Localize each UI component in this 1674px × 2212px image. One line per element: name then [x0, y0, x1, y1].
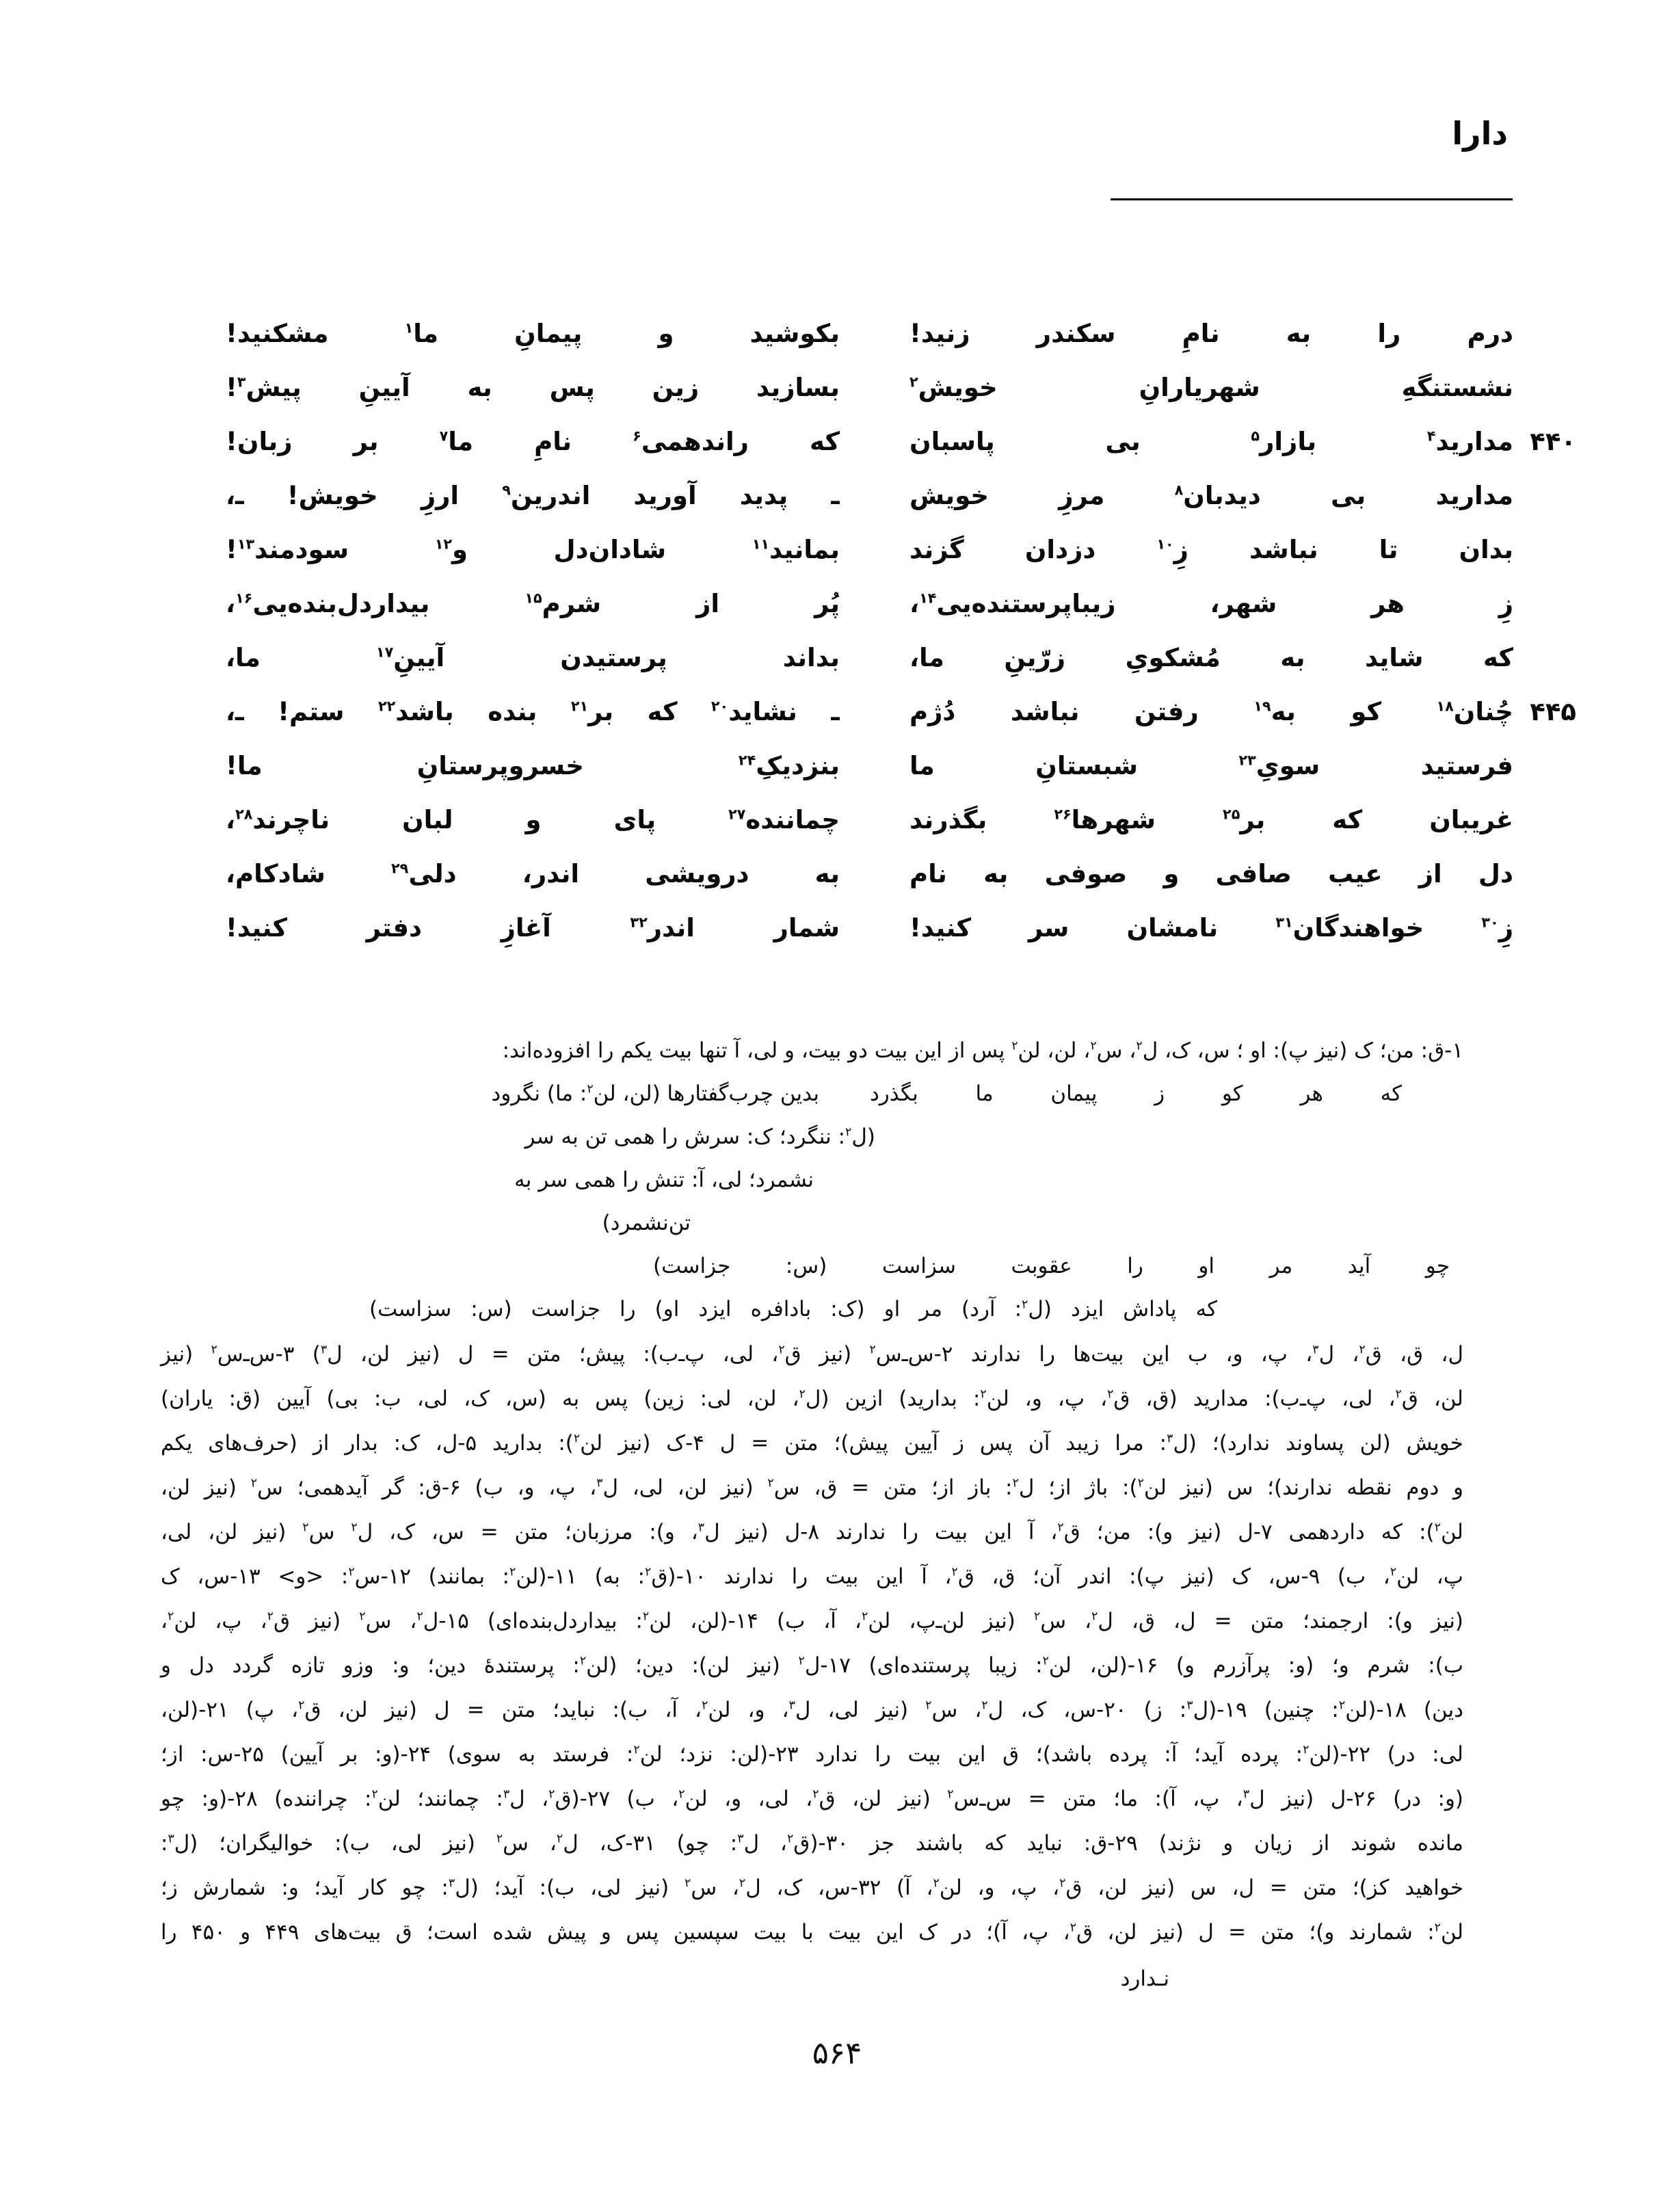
- footnote-marker: ۲۴: [738, 752, 756, 769]
- hemistich-left: ـ نشاید$^{۲۰}$ که بر$^{۲۱}$ بنده باشد$^{۲۲}$ ستم! ـ،: [226, 697, 840, 726]
- hemistich-right: درم را به نامِ سکندر زنید!: [909, 319, 1513, 348]
- apparatus-line: ل، ق، ق$^۲$، ل$^۳$، پ، و، ب این بیت‌ها را ندارند ۲-س‌ـ‌س$^۲$ (نیز ق$^۲$، لی، پ‌ـ‌ب): پیش؛ متن = ل (نیز لن، ل$^۳$) ۳-س‌ـ‌س$^۲$ (نیز: [161, 1342, 1463, 1367]
- footnote-marker: ۲: [1107, 1387, 1114, 1401]
- footnote-marker: ۲: [509, 1565, 516, 1579]
- hemistich-right: فرستید سویِ$^{۲۳}$ شبستانِ ما: [909, 751, 1513, 780]
- footnote-marker: ۲: [302, 1520, 309, 1535]
- footnote-marker: ۲: [1136, 1039, 1143, 1053]
- footnote-marker: ۲: [496, 1832, 503, 1846]
- footnote-marker: ۲۶: [1054, 806, 1072, 823]
- footnote-marker: ۳: [503, 1787, 510, 1802]
- hemistich-left: بمانید$^{۱۱}$ شادان‌دل و$^{۱۲}$ سودمند$^{۱۳}$!: [226, 535, 840, 564]
- footnote-marker: ۳: [320, 1343, 328, 1357]
- apparatus-line: خویش (لن پساوند ندارد)؛ (ل$^۳$: مرا زیبد آن پس ز آیین پیش)؛ متن = ل ۴-ک (نیز لن$^۲$): بدارید ۵-ل، ک: بدار از (حرف‌های یکم: [161, 1431, 1463, 1456]
- footnote-marker: ۲: [298, 1698, 305, 1713]
- quoted-hemistich-left: بدین چرب‌گفتارها (لن، لن$^۲$: ما) نگرود: [491, 1081, 819, 1106]
- footnote-marker: ۲: [981, 1698, 988, 1713]
- footnote-marker: ۲: [739, 1876, 746, 1891]
- hemistich-right: چُنان$^{۱۸}$ کو به$^{۱۹}$ رفتن نباشد دُژم: [909, 697, 1513, 726]
- footnote-marker: ۲: [1057, 1520, 1064, 1535]
- footnote-marker: ۳: [737, 1832, 744, 1846]
- footnote-marker: ۳: [448, 1876, 455, 1891]
- footnote-marker: ۲: [1091, 1609, 1098, 1624]
- footnote-marker: ۳: [698, 1520, 705, 1535]
- hemistich-left: بکوشید و پیمانِ ما$^۱$ مشکنید!: [226, 319, 840, 348]
- footnote-marker: ۲: [1012, 1476, 1019, 1490]
- footnote-marker: ۲: [1395, 1387, 1402, 1401]
- hemistich-right: که شاید به مُشکویِ زرّینِ ما،: [909, 643, 1513, 672]
- apparatus-note-1: ۱-ق: من؛ ک (نیز پ): او ؛ س، ک، ل$^۲$، س$^۲$، لن، لن$^۲$ پس از این بیت دو بیت، و لی، آ تنها بیت یکم را افزوده‌اند:: [502, 1038, 1463, 1063]
- apparatus-line: ب): شرم و؛ (و: پرآزرم و) ۱۶-(لن، لن$^۲$: زیبا پرستنده‌ای) ۱۷-ل$^۲$ (نیز لن): دین؛ (لن$^۲$: پرستندهٔ دین؛ و: وزو تازه گردد دل و: [161, 1653, 1464, 1678]
- footnote-marker: ۲۷: [728, 806, 746, 823]
- hemistich-left: پُر از شرم$^{۱۵}$ بیداردل‌بنده‌یی$^{۱۶}$،: [226, 589, 840, 618]
- verse-number: ۴۴۰: [1530, 427, 1576, 456]
- footnote-marker: ۲۹: [391, 860, 409, 877]
- apparatus-line: لی: در) ۲۲-(لن$^۲$: پرده آید؛ آ: پرده باشد)؛ ق این بیت را ندارد ۲۳-(لن: نزد؛ لن$^۲$: فرستد به سوی) ۲۴-(و: بر آیین) ۲۵-س: از؛: [161, 1742, 1464, 1767]
- footnote-marker: ۲: [351, 1520, 358, 1535]
- verse-block: [219, 306, 1576, 955]
- footnote-marker: ۲: [644, 1565, 652, 1579]
- footnote-marker: ۳: [1186, 1698, 1193, 1713]
- footnote-marker: ۲: [702, 1698, 708, 1713]
- footnote-marker: ۶: [633, 427, 641, 445]
- apparatus-line: خواهید کز)؛ متن = ل، س (نیز لن، ق$^۲$، پ، و، لن$^۲$، آ) ۳۲-س، ک، ل$^۲$، س$^۲$ (نیز لی، ب): آید؛ (ل$^۳$: چو کار آید؛ و: شمارش ز؛: [161, 1875, 1464, 1900]
- footnote-marker: ۱۲: [434, 536, 452, 553]
- footnote-marker: ۲: [933, 1876, 940, 1891]
- footnote-marker: ۳: [1312, 1343, 1319, 1357]
- verse-row: [219, 577, 1576, 631]
- running-header-title: دارا: [1452, 115, 1508, 152]
- footnote-marker: ۲: [1011, 1039, 1018, 1053]
- footnote-marker: ۳: [237, 373, 246, 391]
- apparatus-last-word: نـدارد: [1120, 1966, 1169, 1991]
- footnote-marker: ۲: [798, 1654, 805, 1668]
- footnote-marker: ۲: [1059, 1876, 1066, 1891]
- footnote-marker: ۲۰: [710, 698, 729, 715]
- footnote-marker: ۲: [587, 1082, 594, 1096]
- apparatus-note-1-continuation: [161, 1116, 1463, 1331]
- apparatus-quote-line: که پاداش ایزد (ل$^۲$: آرد) مر او (ک: بادافره ایزد او) را جزاست (س: سزاست): [369, 1297, 1217, 1321]
- footnote-marker: ۲: [1338, 1698, 1346, 1713]
- apparatus-line: لن$^۲$: شمارند و)؛ متن = ل (نیز لن، ق$^۲$، پ، آ)؛ در ک این بیت با بیت سپسین پس و پیش شده است؛ ق بیت‌های ۴۴۹ و ۴۵۰ را: [161, 1920, 1464, 1945]
- footnote-marker: ۲: [869, 1343, 876, 1357]
- verse-row: [219, 739, 1576, 793]
- apparatus-footnotes: [161, 1029, 1463, 2003]
- apparatus-line: لن$^۲$): که داردهمی ۷-ل (نیز و): من؛ ق$^۲$، آ این بیت را ندارند ۸-ل (نیز ل$^۳$، و): مرزبان؛ متن = س، ک، ل$^۲$ س$^۲$ (نیز لن، لی،: [161, 1520, 1463, 1544]
- header-rule: [1111, 198, 1513, 200]
- apparatus-line: لن، ق$^۲$، لی، پ‌ـ‌ب): مدارید (ق، ق$^۲$، پ، و، لن$^۲$: بدارید) ازین (ل$^۲$، لن، لی: زین) پس به (س، ک، لی، ب: بی) آیین (ق: یاران): [161, 1386, 1463, 1411]
- footnote-marker: ۲: [1434, 1520, 1441, 1535]
- footnote-marker: ۲: [678, 1787, 685, 1802]
- footnote-marker: ۲: [348, 1565, 355, 1579]
- footnote-marker: ۱۰: [1156, 536, 1174, 553]
- footnote-marker: ۲: [1359, 1343, 1366, 1357]
- verse-row: [219, 793, 1576, 847]
- footnote-marker: ۲: [211, 1343, 217, 1357]
- footnote-marker: ۸: [1174, 482, 1184, 499]
- hemistich-left: بداند پرستیدن آیینِ$^{۱۷}$ ما،: [226, 643, 840, 672]
- footnote-marker: ۷: [439, 427, 449, 445]
- verse-row: [219, 360, 1576, 414]
- footnote-marker: ۲: [416, 1609, 423, 1624]
- hemistich-left: بسازید زین پس به آیینِ پیش$^۳$!: [226, 373, 840, 402]
- footnote-marker: ۲۸: [235, 806, 253, 823]
- hemistich-left: ـ پدید آورید اندرین$^۹$ ارزِ خویش! ـ،: [226, 481, 840, 510]
- hemistich-left: به درویشی اندر، دلی$^{۲۹}$ شادکام،: [226, 859, 840, 888]
- footnote-marker: ۱۸: [1436, 698, 1454, 715]
- footnote-marker: ۲: [778, 1343, 785, 1357]
- apparatus-quote-line: (ل$^۲$: ننگرد؛ ک: سرش را همی تن به سر: [524, 1124, 875, 1149]
- footnote-marker: ۲: [685, 1876, 691, 1891]
- footnote-marker: ۲: [579, 1654, 587, 1668]
- footnote-marker: ۲: [1033, 1609, 1041, 1624]
- footnote-marker: ۲: [1090, 1039, 1097, 1053]
- footnote-marker: ۲۲: [377, 698, 396, 715]
- footnote-marker: ۱۶: [235, 590, 253, 607]
- footnote-marker: ۳: [596, 1476, 603, 1490]
- verse-row: [219, 685, 1576, 739]
- footnote-marker: ۱۹: [1253, 698, 1271, 715]
- apparatus-quote-line: چو آید مر او را عقوبت سزاست (س: جزاست): [653, 1254, 1450, 1278]
- footnote-marker: ۲۵: [1223, 806, 1240, 823]
- verse-row: [219, 306, 1576, 360]
- hemistich-left: بنزدیکِ$^{۲۴}$ خسروپرستانِ ما!: [226, 751, 840, 780]
- verse-row: [219, 414, 1576, 469]
- footnote-marker: ۱۳: [237, 536, 255, 553]
- footnote-marker: ۵: [1251, 427, 1260, 445]
- hemistich-left: که راندهمی$^۶$ نامِ ما$^۷$ بر زبان!: [226, 427, 840, 456]
- footnote-marker: ۲: [1137, 1476, 1144, 1490]
- footnote-marker: ۲: [1390, 1565, 1397, 1579]
- footnote-marker: ۲: [633, 1743, 640, 1757]
- verse-row: [219, 469, 1576, 523]
- hemistich-left: چماننده$^{۲۷}$ پای و لبان ناچرند$^{۲۸}$،: [226, 805, 840, 834]
- footnote-marker: ۲: [980, 1387, 987, 1401]
- apparatus-quote-line: تن‌نشمرد): [602, 1211, 691, 1235]
- footnote-marker: ۳۱: [1275, 914, 1293, 931]
- footnote-marker: ۲: [1070, 1921, 1077, 1935]
- footnote-marker: ۲: [1434, 1921, 1441, 1935]
- page-number: ۵۶۴: [812, 2035, 862, 2071]
- footnote-marker: ۲: [556, 1832, 563, 1846]
- footnote-marker: ۲: [359, 1609, 366, 1624]
- footnote-marker: ۲: [548, 1787, 555, 1802]
- footnote-marker: ۲: [812, 1787, 819, 1802]
- footnote-marker: ۱: [404, 319, 414, 337]
- hemistich-right: دل از عیب صافی و صوفی به نام: [909, 859, 1513, 888]
- footnote-marker: ۲: [845, 1125, 852, 1140]
- verse-number: ۴۴۵: [1530, 697, 1576, 726]
- footnote-marker: ۳: [788, 1698, 795, 1713]
- footnote-marker: ۲: [767, 1476, 774, 1490]
- footnote-marker: ۲۱: [570, 698, 589, 715]
- footnote-marker: ۳۲: [630, 914, 648, 931]
- footnote-marker: ۲: [1022, 1298, 1028, 1312]
- hemistich-right: بدان تا نباشد زِ$^{۱۰}$ دزدان گزند: [909, 535, 1513, 564]
- quoted-verse-row: [161, 1072, 1402, 1116]
- footnote-marker: ۲: [573, 1432, 581, 1446]
- hemistich-right: زِ$^{۳۰}$ خواهندگان$^{۳۱}$ نامشان سر کنید!: [909, 913, 1513, 943]
- footnote-marker: ۹: [502, 482, 511, 499]
- footnote-marker: ۲: [925, 1698, 932, 1713]
- footnote-marker: ۳۰: [1481, 914, 1499, 931]
- footnote-marker: ۱۱: [752, 536, 770, 553]
- apparatus-line: پ، لن$^۲$، ب) ۹-س، ک (نیز پ): اندر آن؛ ق، ق$^۲$، آ این بیت را ندارند ۱۰-(ق$^۲$: به) ۱۱-(لن$^۲$: بمانند) ۱۲-س$^۲$: <و> ۱۳-س، ک: [161, 1564, 1463, 1589]
- hemistich-left: شمار اندر$^{۳۲}$ آغازِ دفتر کنید!: [226, 913, 840, 943]
- verse-row: [219, 901, 1576, 955]
- footnote-marker: ۱۷: [375, 644, 394, 661]
- verse-row: [219, 631, 1576, 685]
- footnote-marker: ۴: [1426, 427, 1436, 445]
- verse-row: [219, 847, 1576, 901]
- hemistich-right: غریبان که بر$^{۲۵}$ شهرها$^{۲۶}$ بگذرند: [909, 805, 1513, 834]
- apparatus-line: دین) ۱۸-(لن$^۲$: چنین) ۱۹-(ل$^۳$: ز) ۲۰-س، ک، ل$^۲$، س$^۲$ (نیز لی، ل$^۳$، و، لن$^۲$، آ، ب): نباید؛ متن = ل (نیز لن، ق$^۲$، پ) ۲۱-(لن،: [161, 1698, 1464, 1722]
- footnote-marker: ۲: [799, 1387, 806, 1401]
- hemistich-right: نشستنگهِ شهریارانِ خویش$^۲$: [909, 373, 1513, 402]
- footnote-marker: ۳: [168, 1832, 174, 1846]
- footnote-marker: ۲: [1303, 1743, 1310, 1757]
- footnote-marker: ۲: [168, 1609, 174, 1624]
- quoted-hemistich-right: که هر کو ز پیمان ما بگذرد: [870, 1081, 1402, 1106]
- footnote-marker: ۲: [947, 1787, 954, 1802]
- footnote-marker: ۲: [1042, 1654, 1049, 1668]
- footnote-marker: ۲: [786, 1832, 794, 1846]
- verse-row: [219, 523, 1576, 577]
- apparatus-body: [161, 1332, 1463, 1955]
- footnote-marker: ۲: [909, 373, 918, 391]
- footnote-marker: ۲: [642, 1609, 650, 1624]
- footnote-marker: ۱۵: [524, 590, 542, 607]
- apparatus-line: (و: در) ۲۶-ل (نیز ل$^۳$، پ، آ): ما؛ متن = س‌ـ‌س$^۲$ (نیز لن، ق$^۲$، لی، و، لن$^۲$، ب) ۲۷-(ق$^۲$، ل$^۳$: چمانند؛ لن$^۲$: چراننده) ۲۸-(و: چو: [161, 1787, 1464, 1811]
- footnote-marker: ۲: [951, 1565, 958, 1579]
- hemistich-right: زِ هر شهر، زیباپرستنده‌یی$^{۱۴}$،: [909, 589, 1513, 618]
- apparatus-quote-line: نشمرد؛ لی، آ: تنش را همی سر به: [514, 1168, 814, 1192]
- hemistich-right: مدارید$^۴$ بازار$^۵$ بی پاسبان: [909, 427, 1513, 456]
- footnote-marker: ۲: [250, 1476, 258, 1490]
- apparatus-line: (نیز و): ارجمند؛ متن = ل، ق، ل$^۲$، س$^۲$ (نیز لن‌ـ‌پ، لن$^۲$، آ، ب) ۱۴-(لن، لن$^۲$: بیداردل‌بنده‌ای) ۱۵-ل$^۲$، س$^۲$ (نیز ق$^۲$، پ، لن$^۲$،: [161, 1609, 1464, 1633]
- apparatus-line: مانده شوند از زیان و نژند) ۲۹-ق: نباید که باشند جز ۳۰-(ق$^۲$، ل$^۳$: چو) ۳۱-ک، ل$^۲$، س$^۲$ (نیز لی، ب): خوالیگران؛ (ل$^۳$:: [161, 1831, 1463, 1856]
- footnote-marker: ۳: [1243, 1787, 1250, 1802]
- footnote-marker: ۲۳: [1238, 752, 1256, 769]
- footnote-marker: ۱۴: [919, 590, 937, 607]
- apparatus-line: و دوم نقطه ندارند)؛ س (نیز لن$^۲$): باژ از؛ ل$^۲$: باز از؛ متن = ق، س$^۲$ (نیز لن، لی، ل$^۳$، پ، و، ب) ۶-ق: گر آیدهمی؛ س$^۲$ (نیز لن،: [161, 1475, 1463, 1500]
- hemistich-right: مدارید بی دیدبان$^۸$ مرزِ خویش: [909, 481, 1513, 510]
- footnote-marker: ۲: [371, 1787, 378, 1802]
- footnote-marker: ۲: [267, 1609, 274, 1624]
- footnote-marker: ۲: [861, 1609, 868, 1624]
- footnote-marker: ۳: [1167, 1432, 1173, 1446]
